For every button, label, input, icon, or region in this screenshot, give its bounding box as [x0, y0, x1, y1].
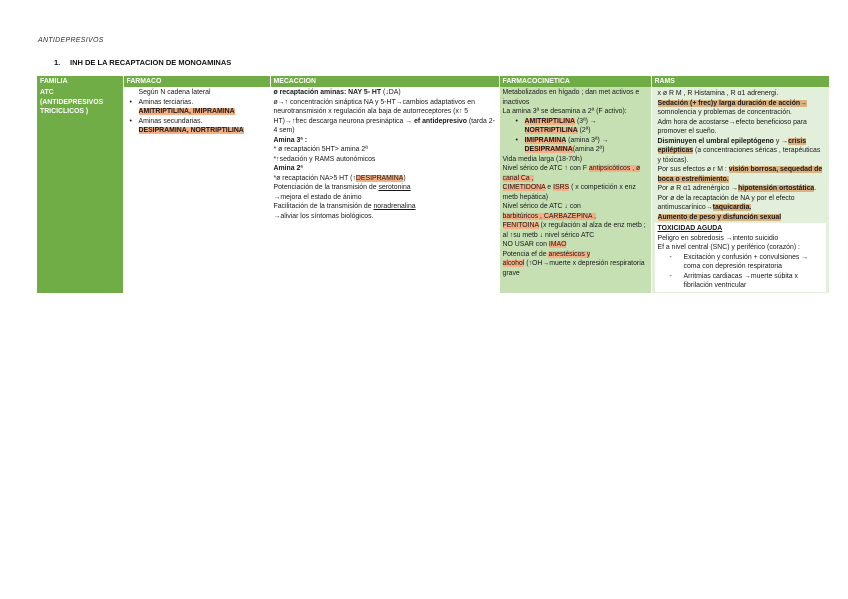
mec-line: * ø recaptación 5HT> amina 2ª: [273, 146, 368, 154]
rams-line: Adm hora de acostarse→efecto beneficioso para promover el sueño.: [657, 118, 807, 136]
mec-line: *↑sedación y RAMS autonómicos: [273, 155, 376, 163]
col-mecaccion: MECACCION: [270, 76, 499, 87]
tox-list: [658, 253, 823, 291]
cell-farmacocinetica: [499, 87, 651, 293]
list-item: - Arritmias cardiacas →muerte súbita x fibrilación ventricular: [684, 272, 823, 291]
farmaco-label: Aminas terciarias.: [138, 98, 194, 106]
familia-line: TRICICLICOS ): [40, 108, 89, 116]
fc-text: alcohol: [502, 260, 525, 268]
rams-text: y →: [773, 137, 789, 145]
list-item: [139, 117, 267, 136]
list-item: [139, 98, 267, 117]
fc-text: CIMETIDONA: [502, 184, 546, 192]
rams-text: visión borrosa, sequedad de boca o estreñimiento.: [657, 166, 823, 183]
rams-line: [658, 165, 823, 184]
rams-line: [658, 99, 823, 118]
mec-text: ): [403, 174, 406, 182]
mec-text: ef antidepresivo: [414, 117, 467, 125]
mec-amina2: Amina 2ª: [273, 165, 303, 173]
mec-text: →mejora el estado de ánimo: [273, 193, 362, 201]
rams-text: hipotensión ortostática: [738, 185, 815, 193]
list-item: [525, 117, 648, 136]
mec-text: Facilitación de la transmisión de: [273, 203, 374, 211]
list-item: - Excitación y confusión + convulsiones → coma con depresión respiratoria: [684, 253, 823, 272]
header-row: [37, 76, 829, 87]
fc-text: Potencia ef de: [502, 250, 549, 258]
cell-familia: [37, 87, 123, 293]
mec-line: [274, 98, 496, 136]
section-title-text: INH DE LA RECAPTACION DE MONOAMINAS: [70, 58, 232, 67]
fc-line: [503, 202, 648, 240]
mec-text: DESIPRAMINA: [355, 174, 404, 182]
rams-text: crisis epilépticas: [657, 137, 807, 155]
rams-text: Disminuyen el umbral epileptógeno: [657, 137, 774, 145]
farmaco-drugs: DESIPRAMINA, NORTRIPTILINA: [138, 127, 244, 135]
familia-line: ATC: [40, 89, 54, 96]
fc-text: (↑OH→muerte x depresión respiratoria grave: [502, 260, 645, 277]
mec-text: (↓DA): [381, 89, 401, 96]
fc-text: AMITRIPTILINA: [524, 117, 576, 125]
fc-text: NORTRIPTILINA: [524, 127, 578, 135]
rams-text: Por ø de la recaptación de NA y por el efecto antimuscarínico→: [657, 194, 795, 212]
rams-effects: [655, 88, 826, 223]
list-item: [525, 136, 648, 155]
mec-text: noradrenalina: [373, 203, 416, 211]
fc-text: ISRS: [553, 184, 570, 192]
fc-list: [503, 117, 648, 155]
section-number: 1.: [54, 58, 61, 67]
fc-text: antipsicóticos , ø canal Ca ,: [502, 165, 641, 182]
section-title: [54, 58, 231, 67]
fc-text: NO USAR con: [502, 241, 549, 249]
page-header: ANTIDEPRESIVOS: [38, 37, 104, 44]
rams-text: Aumento de peso y disfunción sexual: [657, 213, 782, 221]
farmaco-list: [127, 98, 267, 136]
cell-mecaccion: [270, 87, 499, 293]
col-rams: RAMS: [651, 76, 829, 87]
fc-line: [503, 250, 648, 279]
fc-text: IMIPRAMINA: [524, 136, 567, 144]
col-familia: FAMILIA: [37, 76, 123, 87]
fc-text: DESIPRAMINA: [524, 146, 573, 154]
rams-text: .: [814, 185, 817, 193]
fc-line: Vida media larga (18-70h): [502, 155, 583, 163]
drug-table: [37, 76, 830, 293]
tox-title: TOXICIDAD AGUDA: [657, 225, 723, 233]
mec-text: ø→↑ concentración sináptica NA y 5-HT→cambios adaptativos en neurotransmisión x regulación ala baja de autorreceptores (x↑ 5 HT)→↑frec descarga neurona presináptica →: [273, 98, 475, 125]
rams-text: (a concentraciones séricas , terapéuticas y tóxicas).: [657, 147, 821, 164]
rams-text: Por ø R α1 adrenérgico →: [657, 185, 739, 193]
rams-line: [658, 184, 823, 194]
fc-text: (2ª): [577, 127, 591, 135]
fc-text: e: [545, 184, 554, 192]
cell-farmaco: [123, 87, 270, 293]
table-row: [37, 87, 829, 293]
fc-text: (amina 3ª) →: [566, 136, 609, 144]
fc-line: Metabolizados en hígado ; dan met activos e inactivos: [502, 89, 640, 106]
fc-text: anestésicos y: [548, 250, 591, 258]
fc-line: La amina 3ª se desamina a 2ª (F activo):: [502, 108, 627, 116]
mec-line: [274, 202, 496, 221]
rams-line: [658, 137, 823, 166]
fc-text: ( x competición x enz metb hepática): [502, 184, 636, 201]
cell-rams: [651, 87, 829, 293]
mec-line: [274, 183, 496, 202]
familia-line: (ANTIDEPRESIVOS: [40, 98, 104, 106]
fc-text: (3ª) →: [575, 117, 597, 125]
fc-line: [503, 164, 648, 202]
fc-text: Nivel sérico de ATC ↑ con F: [502, 165, 589, 173]
rams-text: Sedación (+ frec)y larga duración de acción→: [657, 99, 808, 107]
rams-text: taquicardia.: [712, 204, 752, 212]
mec-amina3: Amina 3ª :: [273, 136, 308, 144]
rams-toxicity: [655, 223, 826, 292]
rams-line: x ø R M , R Histamina , R α1 adrenergi.: [657, 90, 779, 97]
mec-text: →aliviar los síntomas biológicos.: [273, 212, 374, 220]
rams-text: somnolencia y problemas de concentración.: [657, 109, 792, 117]
mec-text: (tarda 2-4 sem): [273, 117, 495, 135]
rams-line: Peligro en sobredosis →intento suicidio: [657, 234, 779, 242]
fc-text: (amina 2ª): [572, 146, 605, 154]
mec-line: [274, 174, 496, 184]
fc-text: Nivel sérico de ATC ↓ con: [502, 203, 581, 211]
fc-text: (x regulación al alza de enz metb ; al ↑su metb ↓ nivel sérico ATC: [502, 222, 646, 239]
farmaco-intro: Según N cadena lateral: [138, 89, 211, 96]
rams-line: Ef a nivel central (SNC) y periférico (corazón) :: [657, 244, 800, 252]
farmaco-label: Aminas secundarias.: [138, 117, 203, 125]
fc-text: FENITOINA: [502, 222, 539, 230]
mec-text: serotonina: [378, 184, 411, 192]
fc-text: IMAO: [548, 241, 567, 249]
farmaco-drugs: AMITRIPTILINA, IMIPRAMINA: [138, 108, 235, 116]
col-farmaco: FARMACO: [123, 76, 270, 87]
fc-text: barbitúricos , CARBAZEPINA ,: [502, 212, 596, 220]
fc-line: [503, 240, 648, 250]
rams-text: Por sus efectos ø r M :: [657, 166, 729, 174]
rams-line: [658, 194, 823, 223]
col-farmacocinetica: FARMACOCINETICA: [499, 76, 651, 87]
mec-text: *ø recaptación NA>5 HT (↑: [273, 174, 356, 182]
mec-line: [274, 88, 496, 98]
mec-text: Potenciación de la transmisión de: [273, 184, 379, 192]
mec-text: ø recaptación aminas: NAY 5- HT: [273, 89, 382, 96]
